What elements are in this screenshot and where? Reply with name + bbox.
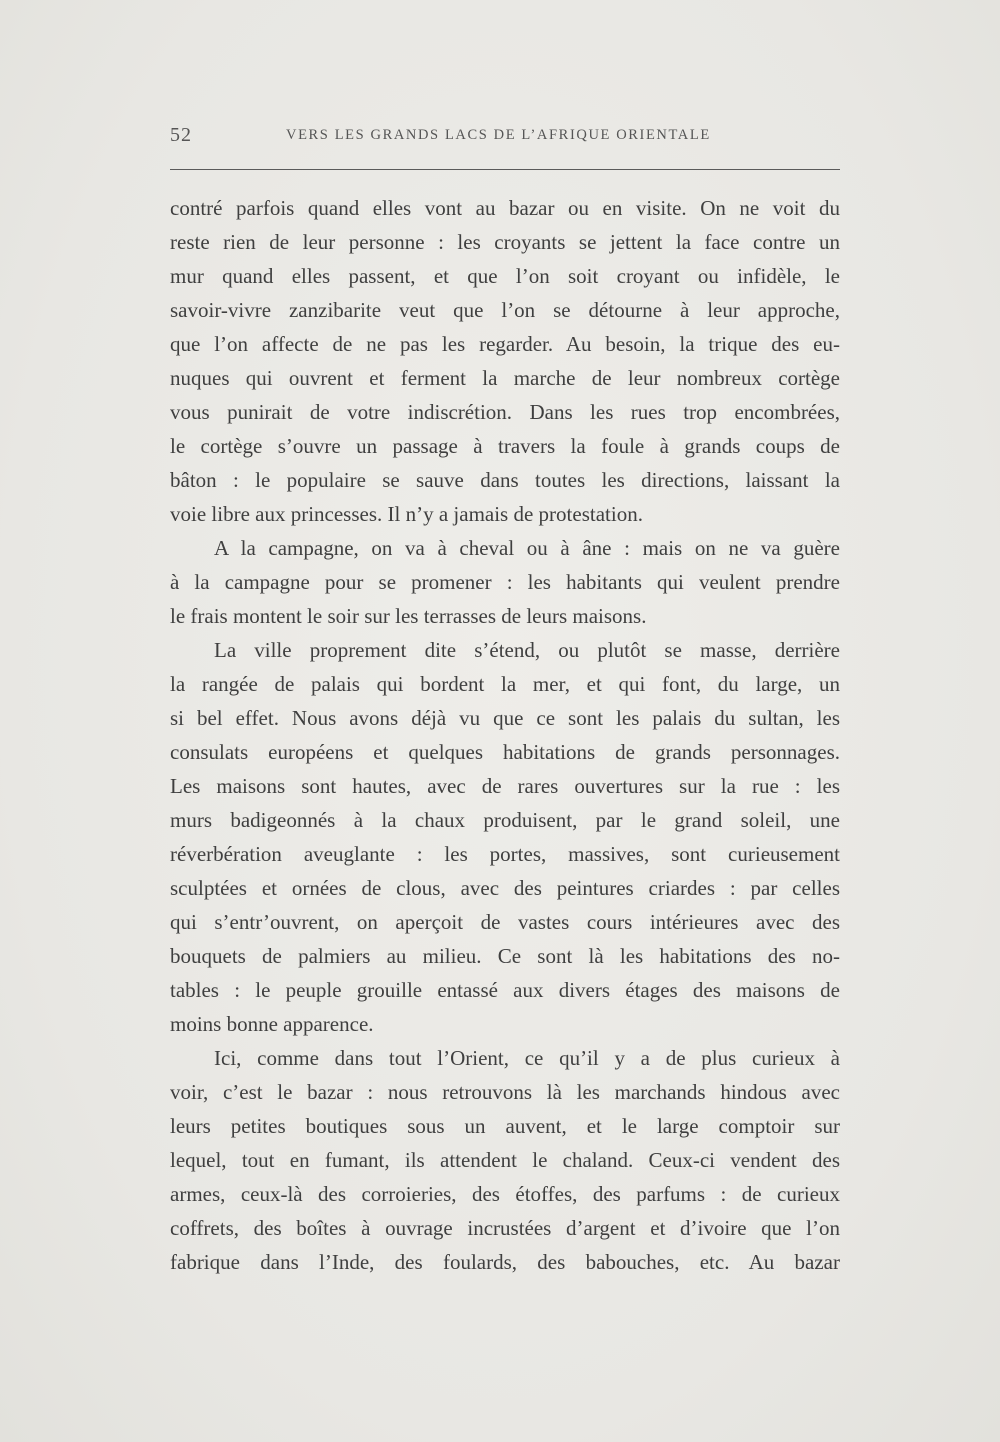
body-text: [170, 191, 840, 1279]
text-line: contré parfois quand elles vont au bazar ou en visite. On ne voit du: [170, 196, 840, 220]
text-line: fabrique dans l’Inde, des foulards, des babouches, etc. Au bazar: [170, 1250, 840, 1274]
text-line: bouquets de palmiers au milieu. Ce sont là les habitations des no-: [170, 944, 840, 968]
text-line: voir, c’est le bazar : nous retrouvons là les marchands hindous avec: [170, 1080, 840, 1104]
text-line: sculptées et ornées de clous, avec des peintures criardes : par celles: [170, 876, 840, 900]
text-line: Les maisons sont hautes, avec de rares ouvertures sur la rue : les: [170, 774, 840, 798]
text-line: le frais montent le soir sur les terrasses de leurs maisons.: [170, 604, 647, 628]
running-head: [170, 124, 840, 154]
text-line: à la campagne pour se promener : les habitants qui veulent prendre: [170, 570, 840, 594]
text-line: réverbération aveuglante : les portes, massives, sont curieusement: [170, 842, 840, 866]
text-line: vous punirait de votre indiscrétion. Dans les rues trop encombrées,: [170, 400, 840, 424]
paragraph: [170, 1041, 840, 1279]
text-line: qui s’entr’ouvrent, on aperçoit de vastes cours intérieures avec des: [170, 910, 840, 934]
text-line: Ici, comme dans tout l’Orient, ce qu’il y a de plus curieux à: [214, 1046, 840, 1070]
text-line: si bel effet. Nous avons déjà vu que ce sont les palais du sultan, les: [170, 706, 840, 730]
page-number: 52: [170, 124, 192, 146]
text-line: la rangée de palais qui bordent la mer, et qui font, du large, un: [170, 672, 840, 696]
text-line: A la campagne, on va à cheval ou à âne : mais on ne va guère: [214, 536, 840, 560]
running-title: VERS LES GRANDS LACS DE L’AFRIQUE ORIENTALE: [286, 127, 711, 143]
text-line: que l’on affecte de ne pas les regarder. Au besoin, la trique des eu-: [170, 332, 840, 356]
text-line: reste rien de leur personne : les croyants se jettent la face contre un: [170, 230, 840, 254]
text-line: coffrets, des boîtes à ouvrage incrustées d’argent et d’ivoire que l’on: [170, 1216, 840, 1240]
text-line: tables : le peuple grouille entassé aux divers étages des maisons de: [170, 978, 840, 1002]
text-line: bâton : le populaire se sauve dans toutes les directions, laissant la: [170, 468, 840, 492]
text-line: le cortège s’ouvre un passage à travers la foule à grands coups de: [170, 434, 840, 458]
text-line: armes, ceux-là des corroieries, des étoffes, des parfums : de curieux: [170, 1182, 840, 1206]
text-line: leurs petites boutiques sous un auvent, et le large comptoir sur: [170, 1114, 840, 1138]
text-line: consulats européens et quelques habitations de grands personnages.: [170, 740, 840, 764]
header-rule: [170, 169, 840, 170]
text-line: murs badigeonnés à la chaux produisent, par le grand soleil, une: [170, 808, 840, 832]
text-line: lequel, tout en fumant, ils attendent le chaland. Ceux-ci vendent des: [170, 1148, 840, 1172]
paragraph: [170, 531, 840, 633]
text-line: moins bonne apparence.: [170, 1012, 374, 1036]
text-line: savoir-vivre zanzibarite veut que l’on se détourne à leur approche,: [170, 298, 840, 322]
paragraph: [170, 191, 840, 531]
text-line: nuques qui ouvrent et ferment la marche de leur nombreux cortège: [170, 366, 840, 390]
text-line: La ville proprement dite s’étend, ou plutôt se masse, derrière: [214, 638, 840, 662]
text-line: mur quand elles passent, et que l’on soit croyant ou infidèle, le: [170, 264, 840, 288]
text-line: voie libre aux princesses. Il n’y a jamais de protestation.: [170, 502, 643, 526]
paragraph: [170, 633, 840, 1041]
